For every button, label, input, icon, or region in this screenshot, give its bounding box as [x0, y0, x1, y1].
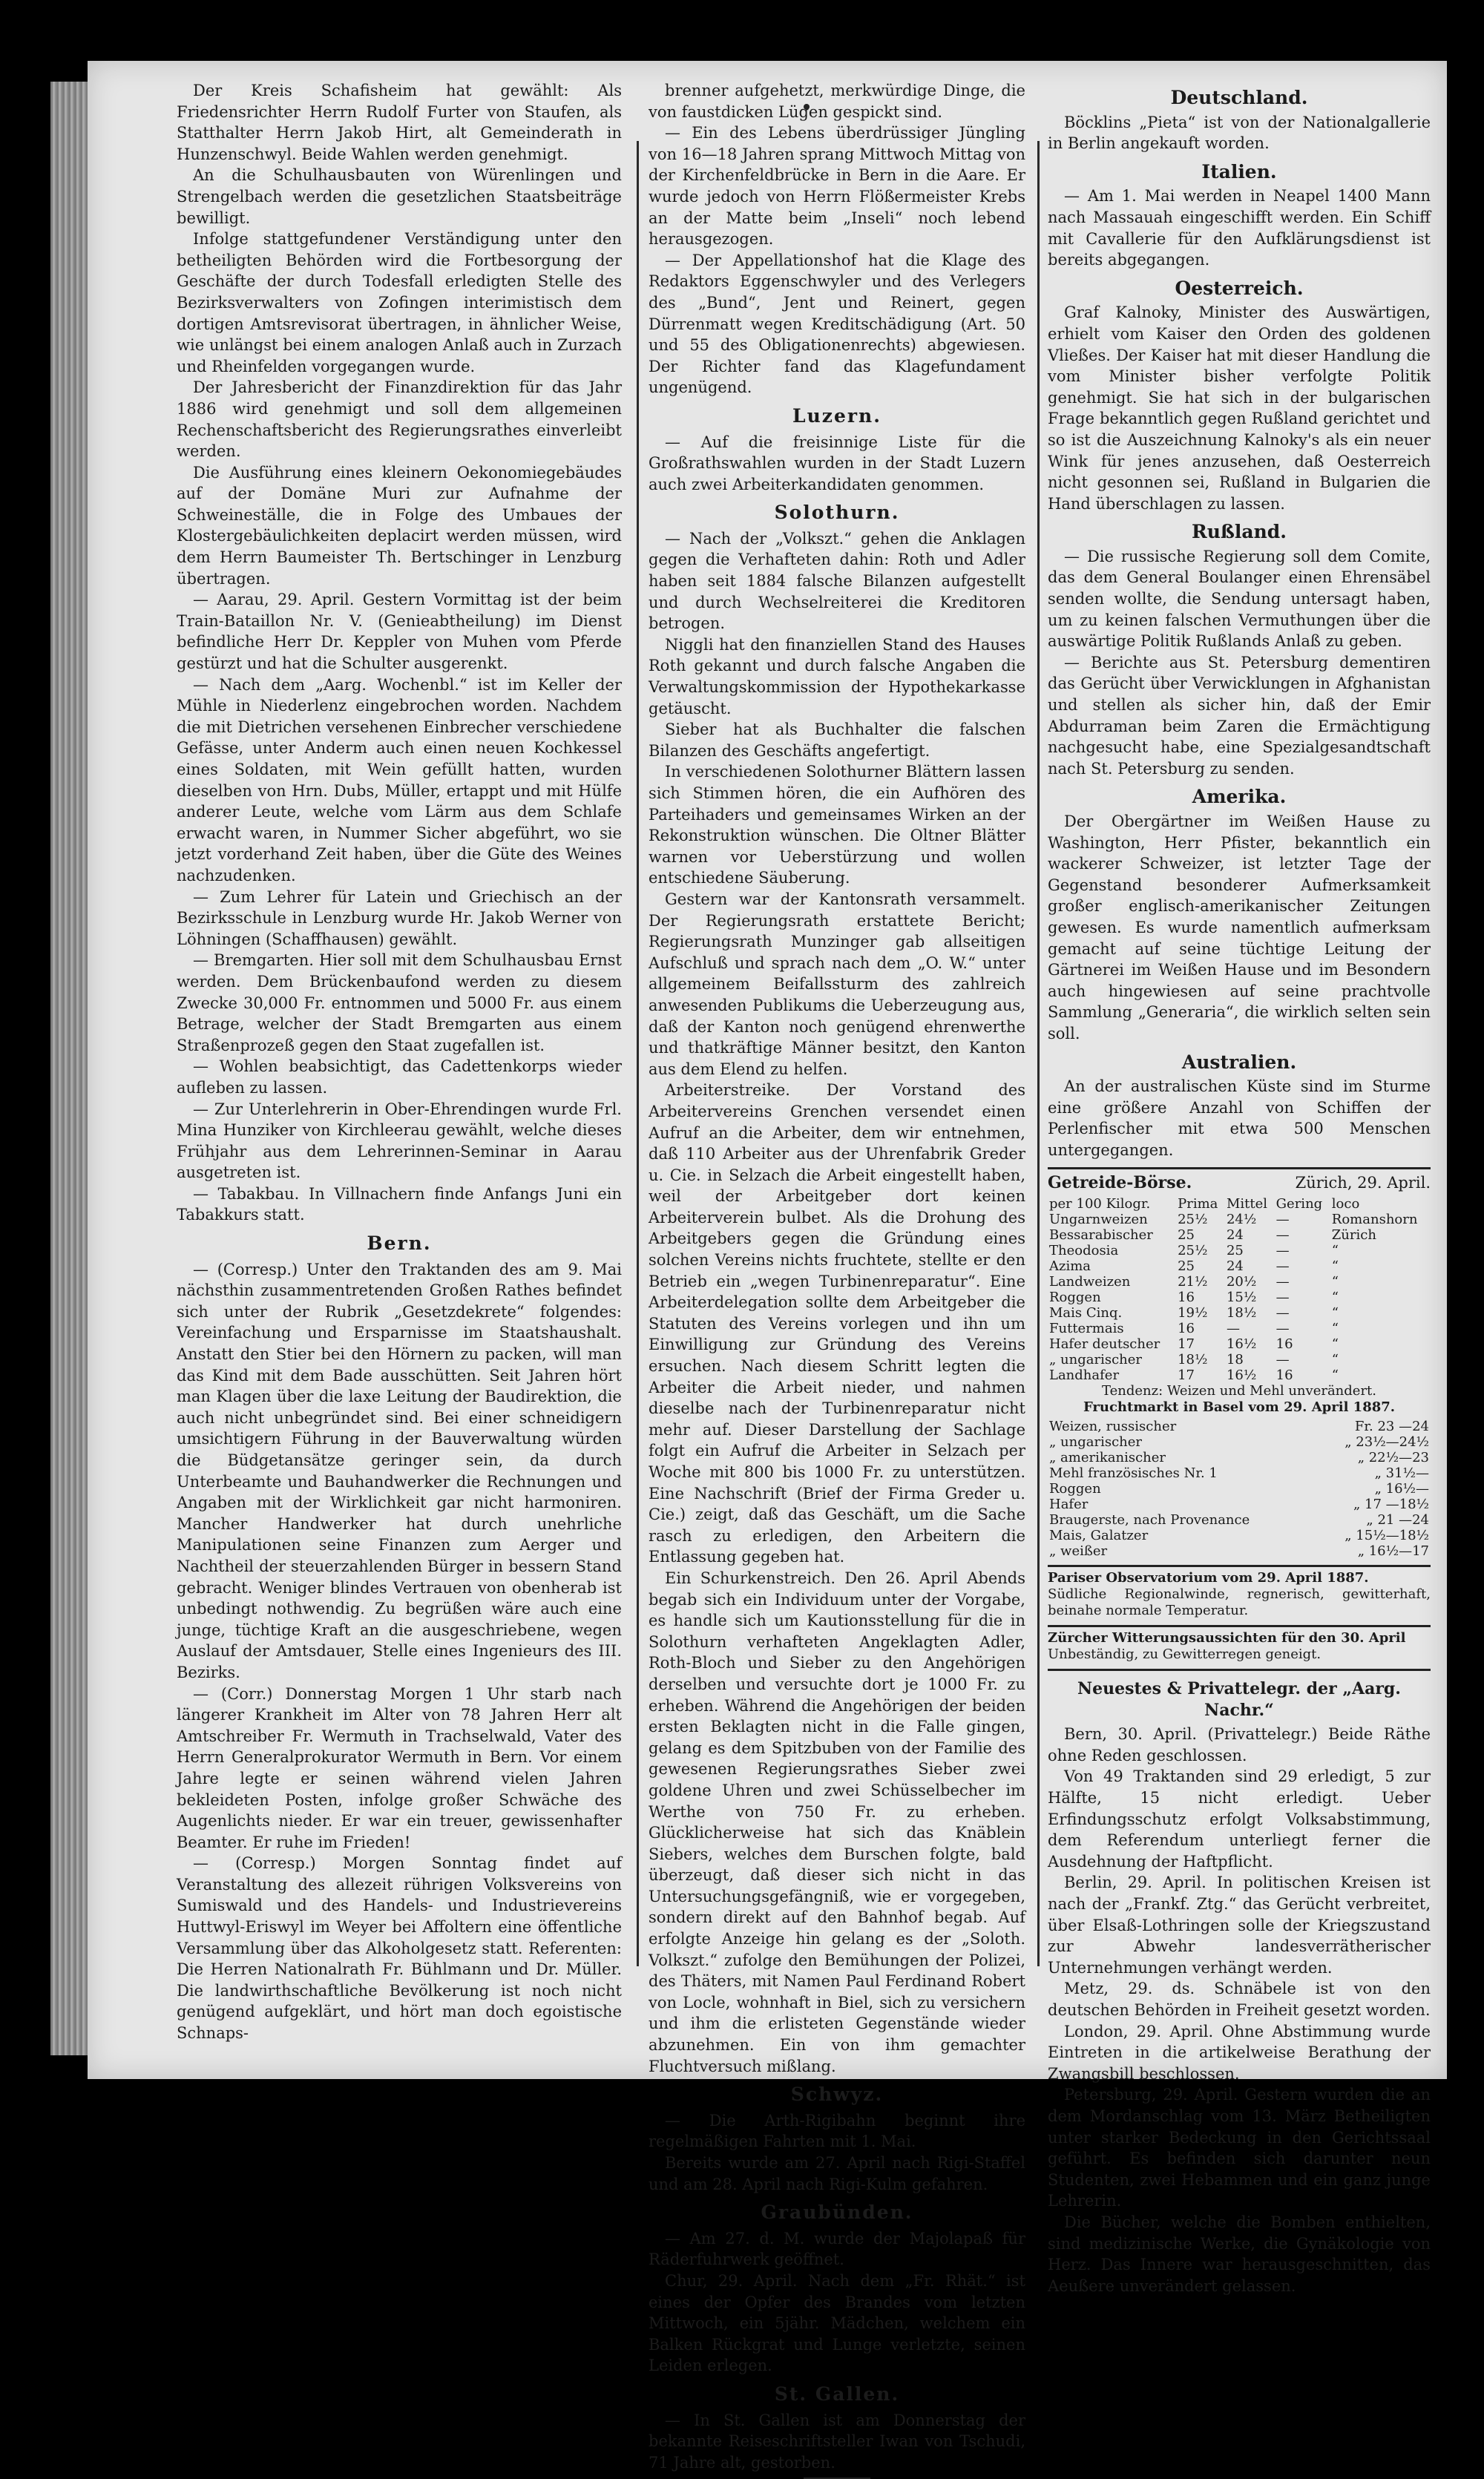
heading-st-gallen: St. Gallen. — [774, 2383, 900, 2405]
heading-oesterreich: Oesterreich. — [1175, 277, 1304, 299]
boerse-column-header: Gering — [1275, 1196, 1323, 1212]
paragraph: Der Obergärtner im Weißen Hause zu Washington, Herr Pfister, bekanntlich ein wackerer Schweizer, ist letzter Tage der Gegenstand besonderer Aufmerksamkeit großer englisch-amerikanischer Zeitungen gewesen. Es wurde namentlich aufmerksam gemacht auf seine tüchtige Leitung der Gärtnerei im Weißen Hause und im Besondern auch hingewiesen auf seine prachtvolle Sammlung „Generaria“, die wirklich selten sein soll. — [1048, 812, 1431, 1043]
table-cell: “ — [1331, 1258, 1339, 1275]
table-cell: 16½ — [1226, 1336, 1257, 1353]
paragraph: An die Schulhausbauten von Würenlingen und Strengelbach werden die gesetzlichen Staatsbeiträge bewilligt. — [177, 166, 622, 227]
table-cell: 25 — [1178, 1258, 1195, 1275]
solothurn-articles — [649, 528, 1025, 2077]
witterung-title: Zürcher Witterungsaussichten für den 30. April — [1048, 1630, 1406, 1646]
paragraph: Arbeiterstreike. Der Vorstand des Arbeitervereins Grenchen versendet einen Aufruf an die Arbeiter, dem wir entnehmen, daß 110 Arbeiter aus der Uhrenfabrik Greder u. Cie. in Selzach die Arbeit eingestellt haben, weil der Arbeitgeber dort keinen Arbeiterverein bulbet. Als die Drohung des Arbeitgebers gegen die Gründung eines solchen Vereins nichts fruchtete, stellte er den Betrieb ein „wegen Turbinenreparatur“. Eine Arbeiterdelegation sollte dem Arbeitgeber die Statuten des Vereins vorlegen und ihn um Einwilligung zur Gründung des Vereins ersuchen. Nach diesem Schritt legten die Arbeiter die Arbeit nieder, und nahmen dieselbe nach der Turbinenreparatur nicht mehr auf. Dieser Darstellung der Sachlage folgt ein Aufruf die Arbeiter in Selzach per Woche mit 800 bis 1000 Fr. zu unterstützen. Eine Nachschrift (Brief der Firma Greder u. Cie.) zeigt, daß das Geschäft, um die Sache rasch zu erledigen, den Arbeitern die Entlassung gegeben hat. — [649, 1081, 1025, 1566]
paragraph: — Am 1. Mai werden in Neapel 1400 Mann nach Massauah eingeschifft werden. Ein Schiff mit Cavallerie für den Aufklärungsdienst ist bereits abgegangen. — [1048, 187, 1431, 269]
paragraph: Bereits wurde am 27. April nach Rigi-Staffel und am 28. April nach Rigi-Kulm gefahren. — [649, 2154, 1025, 2193]
luzern-articles — [649, 432, 1025, 496]
schwyz-articles — [649, 2110, 1025, 2195]
table-cell: Ungarnweizen — [1049, 1212, 1148, 1228]
table-cell: Futtermais — [1049, 1321, 1124, 1337]
table-cell: 16 — [1275, 1336, 1293, 1353]
table-cell: Mehl französisches Nr. 1 — [1049, 1465, 1218, 1482]
paragraph: Metz, 29. ds. Schnäbele ist von den deutschen Behörden in Freiheit gesetzt worden. — [1048, 1980, 1431, 2019]
paragraph: Der Jahresbericht der Finanzdirektion für das Jahr 1886 wird genehmigt und soll dem allgemeinen Rechenschaftsbericht des Regierungsrathes einverleibt werden. — [177, 378, 622, 461]
telegramm-articles — [1048, 1724, 1431, 2296]
paragraph: Sieber hat als Buchhalter die falschen Bilanzen des Geschäfts angefertigt. — [649, 720, 1025, 760]
oesterreich-articles — [1048, 302, 1431, 514]
bern-continued — [649, 80, 1025, 398]
paragraph: London, 29. April. Ohne Abstimmung wurde Eintreten in die artikelweise Berathung der Zwangsbill beschlossen. — [1048, 2022, 1431, 2083]
table-cell: — — [1275, 1258, 1290, 1275]
table-cell: 25½ — [1178, 1212, 1208, 1228]
boerse-column-header: loco — [1331, 1196, 1360, 1212]
paragraph: Die Bücher, welche die Bomben enthielten, sind medizinische Werke, die Gynäkologie von Herz. Das Innere war herausgeschnitten, das Aeußere unverändert gelassen. — [1048, 2213, 1431, 2295]
table-cell: “ — [1331, 1305, 1339, 1321]
table-cell: „ ungarischer — [1049, 1352, 1143, 1368]
paragraph: — Tabakbau. In Villnachern finde Anfangs Juni ein Tabakkurs statt. — [177, 1184, 622, 1224]
paragraph: Der Kreis Schafisheim hat gewählt: Als Friedensrichter Herrn Rudolf Furter von Staufen, als Statthalter Herrn Jakob Hirt, alt Gemeinderath in Hunzenschwyl. Beide Wahlen werden genehmigt. — [177, 82, 622, 163]
amerika-articles — [1048, 811, 1431, 1045]
observatorium-text: Südliche Regionalwinde, regnerisch, gewitterhaft, beinahe normale Temperatur. — [1048, 1586, 1431, 1619]
table-cell: Azima — [1049, 1258, 1091, 1275]
boerse-tendenz: Tendenz: Weizen und Mehl unverändert. — [1101, 1383, 1377, 1399]
boerse-table — [1048, 1196, 1431, 1383]
table-cell: 15½ — [1226, 1290, 1257, 1306]
paragraph: — Am 27. d. M. wurde der Majolapaß für Räderfuhrwerk geöffnet. — [649, 2229, 1025, 2269]
paragraph: Niggli hat den finanziellen Stand des Hauses Roth gekannt und durch falsche Angaben die Verwaltungskommission der Hypothekarkasse getäuscht. — [649, 635, 1025, 718]
heading-bern: Bern. — [367, 1232, 432, 1255]
table-cell: Mais, Galatzer — [1049, 1528, 1149, 1544]
heading-schwyz: Schwyz. — [790, 2084, 884, 2106]
paragraph: Böcklins „Pieta“ ist von der Nationalgallerie in Berlin angekauft worden. — [1048, 113, 1431, 153]
book-binding-edge — [50, 82, 92, 2055]
table-row — [1048, 1543, 1431, 1559]
table-row — [1048, 1367, 1431, 1383]
table-cell: Braugerste, nach Provenance — [1049, 1512, 1250, 1529]
table-cell: „ 23½—24½ — [1345, 1434, 1429, 1451]
heading-amerika: Amerika. — [1192, 786, 1287, 808]
table-row — [1048, 1434, 1431, 1450]
table-cell: “ — [1331, 1274, 1339, 1290]
paragraph: Bern, 30. April. (Privattelegr.) Beide Räthe ohne Reden geschlossen. — [1048, 1725, 1431, 1764]
table-cell: „ 31½— — [1374, 1465, 1429, 1482]
column-rule — [1037, 141, 1040, 1966]
table-cell: „ 16½— — [1374, 1481, 1429, 1497]
section-rule — [1048, 1669, 1431, 1671]
table-cell: “ — [1331, 1321, 1339, 1337]
paragraph: Ein Schurkenstreich. Den 26. April Abends begab sich ein Individuum unter der Vorgabe, es handle sich um Kautionsstellung für die in Solothurn verhafteten Angeklagten Adler, Roth-Bloch und Sieber zu den Angehörigen derselben und versuchte dort je 1000 Fr. zu erheben. Während die Angehörigen der beiden ersten Beklagten nicht in die Falle gingen, gelang es dem Spitzbuben von der Familie des gewesenen Regierungsrathes Sieber zwei goldene Uhren und zwei Schüsselbecher im Werthe von 750 Fr. zu erheben. Glücklicherweise hat sich das Knäblein Siebers, welches dem Burschen folgte, bald überzeugt, daß dieser sich nicht in das Untersuchungsgefängniß, wie er vorgegeben, sondern direkt auf den Bahnhof begab. Auf erfolgte Anzeige hin gelang es der „Soloth. Volkszt.“ zufolge den Bemühungen der Polizei, des Thäters, mit Namen Paul Ferdinand Robert von Locle, wohnhaft in Biel, sich zu versichern und ihm die erlisteten Gegenstände wieder abzunehmen. Ein von ihm gemachter Fluchtversuch mißlang. — [649, 1569, 1025, 2075]
table-cell: 17 — [1178, 1367, 1195, 1384]
boerse-column-header: Mittel — [1226, 1196, 1268, 1212]
table-row — [1048, 1305, 1431, 1321]
table-cell: „ weißer — [1049, 1543, 1108, 1560]
table-row — [1048, 1465, 1431, 1481]
paragraph: — Wohlen beabsichtigt, das Cadettenkorps wieder aufleben zu lassen. — [177, 1057, 622, 1097]
table-cell: — — [1275, 1227, 1290, 1244]
paragraph: — Nach dem „Aarg. Wochenbl.“ ist im Keller der Mühle in Niederlenz eingebrochen worden. Nachdem die mit Dietrichen versehenen Einbrecher verschiedene Gefässe, unter Anderm auch einen neuen Kochkessel eines Soldaten, mit Wein gefüllt hatten, wurden dieselben von Hrn. Dubs, Müller, ertappt und mit Hülfe anderer Leute, welche vom Lärm aus dem Schlafe erwacht waren, in Nummer Sicher abgeführt, wo sie jetzt vorderhand Zeit haben, über die Güte des Weines nachzudenken. — [177, 675, 622, 884]
heading-graubuenden: Graubünden. — [761, 2201, 913, 2224]
paragraph: Berlin, 29. April. In politischen Kreisen ist nach der „Frankf. Ztg.“ das Gerücht verbreitet, über Elsaß-Lothringen solle der Kriegszustand zur Abwehr landesverrätherischer Unternehmungen verhängt werden. — [1048, 1874, 1431, 1977]
paragraph: Infolge stattgefundener Verständigung unter den betheiligten Behörden wird die Fortbesorgung der Geschäfte der durch Todesfall erledigten Stelle des Bezirksverwalters von Zofingen interimistisch dem dortigen Amtsrevisorat übertragen, in ähnlicher Weise, wie unlängst bei einem analogen Anlaß auch in Zurzach und Rheinfelden vorgegangen wurde. — [177, 230, 622, 375]
table-cell: — — [1275, 1305, 1290, 1321]
table-cell: 16½ — [1226, 1367, 1257, 1384]
paragraph: — Zur Unterlehrerin in Ober-Ehrendingen wurde Frl. Mina Hunziker von Kirchleerau gewählt, welche dieses Frühjahr aus dem Lehrerinnen-Seminar in Aarau ausgetreten ist. — [177, 1100, 622, 1182]
table-cell: Landweizen — [1049, 1274, 1131, 1290]
paragraph: — Bremgarten. Hier soll mit dem Schulhausbau Ernst werden. Dem Brückenbaufond werden zu diesem Zwecke 30,000 Fr. entnommen und 5000 Fr. aus einem Betrage, welcher der Stadt Bremgarten aus einem Straßenprozeß gegen den Staat zugefallen ist. — [177, 951, 622, 1054]
paragraph: Die Ausführung eines kleinern Oekonomiegebäudes auf der Domäne Muri zur Aufnahme der Schweineställe, die in Folge des Umbaues der Klostergebäulichkeiten deplacirt werden müssen, wird dem Herrn Baumeister Th. Bertschinger in Lenzburg übertragen. — [177, 463, 622, 588]
table-cell: Roggen — [1049, 1290, 1101, 1306]
paragraph: — Die Arth-Rigibahn beginnt ihre regelmäßigen Fahrten mit 1. Mai. — [649, 2111, 1025, 2151]
table-cell: 18½ — [1226, 1305, 1257, 1321]
table-cell: „ amerikanischer — [1049, 1450, 1166, 1466]
table-row — [1048, 1212, 1431, 1227]
table-cell: 25½ — [1178, 1243, 1208, 1259]
table-row — [1048, 1352, 1431, 1367]
paragraph: Gestern war der Kantonsrath versammelt. Der Regierungsrath erstattete Bericht; Regierungsrath Munzinger gab allseitigen Aufschluß und sprach nach dem „O. W.“ unter allgemeinem Beifallssturm des zahlreich anwesenden Publikums die Ueberzeugung aus, daß der Kanton noch genügend ehrenwerthe und thatkräftige Männer besitzt, den Kanton aus dem Elend zu helfen. — [649, 890, 1025, 1078]
heading-russland: Rußland. — [1191, 521, 1287, 543]
boerse-title: Getreide-Börse. — [1048, 1172, 1192, 1192]
table-row — [1048, 1450, 1431, 1465]
table-cell: „ ungarischer — [1049, 1434, 1143, 1451]
st-gallen-articles — [649, 2410, 1025, 2474]
table-row — [1048, 1528, 1431, 1543]
fruchtmarkt-table — [1048, 1419, 1431, 1559]
boerse-column-header: per 100 Kilogr. — [1049, 1196, 1151, 1212]
table-cell: “ — [1331, 1352, 1339, 1368]
heading-neuestes: Neuestes & Privattelegr. der „Aarg. Nachr.“ — [1077, 1679, 1401, 1720]
table-cell: 21½ — [1178, 1274, 1208, 1290]
table-row — [1048, 1227, 1431, 1243]
paragraph: — (Corresp.) Unter den Traktanden des am 9. Mai nächsthin zusammentretenden Großen Rathes befindet sich unter der Rubrik „Gesetzdekrete“ folgendes: Vereinfachung und Ersparnisse im Staatshaushalt. Anstatt den Stier bei den Hörnern zu packen, will man das Kind mit dem Bade ausschütten. Seit Jahren hört man Klagen über die laxe Leitung der Baudirektion, die auch nicht unbegründet sind. Bei einer schneidigern umsichtigern Führung in der Bauverwaltung würden die Büdgetansätze geringer sein, da durch Unterbeamte und Bauhandwerker die Rechnungen und Angaben mit der Wirklichkeit gar nicht harmoniren. Mancher Handwerker hat durch unehrliche Manipulationen seine Finanzen zum Aerger und Nachtheil der steuerzahlenden Bürger in bessern Stand gebracht. Weniger blindes Vertrauen von obenherab ist unbedingt nothwendig. Zu begrüßen wäre auch eine junge, tüchtige Kraft an die ausgeschriebene, wegen Auslauf der Amtsdauer, Stelle eines Ingenieurs des III. Bezirks. — [177, 1260, 622, 1681]
boerse-place: Zürich, 29. April. — [1295, 1173, 1431, 1192]
table-row — [1048, 1274, 1431, 1290]
table-row — [1048, 1258, 1431, 1274]
italien-articles — [1048, 185, 1431, 270]
australien-articles — [1048, 1076, 1431, 1160]
table-cell: „ 16½—17 — [1357, 1543, 1429, 1560]
table-row — [1048, 1243, 1431, 1258]
boerse-column-header: Prima — [1178, 1196, 1218, 1212]
paragraph: In verschiedenen Solothurner Blättern lassen sich Stimmen hören, die ein Aufhören des Parteihaders und gemeinsames Wirken an der Rekonstruktion wünschen. Die Oltner Blätter warnen vor Ueberstürzung und wollen entschiedene Säuberung. — [649, 763, 1025, 887]
table-cell: „ 21 —24 — [1366, 1512, 1429, 1529]
boerse-header — [1048, 1172, 1431, 1194]
paragraph: An der australischen Küste sind im Sturme eine größere Anzahl von Schiffen der Perlenfischer mit etwa 500 Menschen untergegangen. — [1048, 1077, 1431, 1159]
table-cell: Theodosia — [1049, 1243, 1119, 1259]
table-cell: Mais Cinq. — [1049, 1305, 1123, 1321]
table-cell: — — [1275, 1274, 1290, 1290]
heading-solothurn: Solothurn. — [774, 502, 900, 524]
table-row — [1048, 1497, 1431, 1512]
table-cell: Fr. 23 —24 — [1354, 1419, 1429, 1435]
table-cell: Hafer — [1049, 1497, 1089, 1513]
observatorium-title: Pariser Observatorium vom 29. April 1887. — [1048, 1570, 1369, 1586]
heading-deutschland: Deutschland. — [1170, 87, 1308, 108]
table-cell: „ 15½—18½ — [1345, 1528, 1429, 1544]
bern-articles — [177, 1259, 622, 2044]
witterung-text: Unbeständig, zu Gewitterregen geneigt. — [1048, 1646, 1322, 1663]
table-cell: 25 — [1178, 1227, 1195, 1244]
table-cell: 25 — [1226, 1243, 1244, 1259]
table-row — [1048, 1512, 1431, 1528]
table-cell: Roggen — [1049, 1481, 1101, 1497]
table-cell: — — [1275, 1243, 1290, 1259]
table-cell: “ — [1331, 1290, 1339, 1306]
table-cell: 20½ — [1226, 1274, 1257, 1290]
russland-articles — [1048, 546, 1431, 780]
table-row — [1048, 1481, 1431, 1497]
table-cell: Bessarabischer — [1049, 1227, 1153, 1244]
table-cell: Zürich — [1331, 1227, 1376, 1244]
paragraph: — Nach der „Volkszt.“ gehen die Anklagen gegen die Verhafteten dahin: Roth und Adler haben seit 1884 falsche Bilanzen aufgestellt und durch Wechselreiterei die Kreditoren betrogen. — [649, 529, 1025, 633]
table-cell: 18 — [1226, 1352, 1244, 1368]
table-cell: 17 — [1178, 1336, 1195, 1353]
table-cell: “ — [1331, 1243, 1339, 1259]
table-cell: Landhafer — [1049, 1367, 1120, 1384]
table-cell: “ — [1331, 1336, 1339, 1353]
table-row — [1048, 1321, 1431, 1336]
table-cell: — — [1275, 1352, 1290, 1368]
paragraph: brenner aufgehetzt, merkwürdige Dinge, die von faustdicken Lügen gespickt sind. — [649, 82, 1025, 121]
column-rule — [637, 141, 639, 1966]
paragraph: — (Corresp.) Morgen Sonntag findet auf Veranstaltung des allezeit rührigen Volksvereins von Sumiswald und des Handels- und Industrievereins Huttwyl-Eriswyl im Weyer bei Affoltern eine öffentliche Versammlung über das Alkoholgesetz statt. Referenten: Die Herren Nationalrath Fr. Bühlmann und Dr. Müller. Die landwirthschaftliche Bevölkerung ist noch nicht genügend aufgeklärt, und hört man doch egoistische Schnaps- — [177, 1854, 622, 2043]
table-row — [1048, 1290, 1431, 1305]
paragraph: — (Corr.) Donnerstag Morgen 1 Uhr starb nach längerer Krankheit im Alter von 78 Jahren Herr alt Amtschreiber Fr. Wermuth in Trachselwald, Vater des Herrn Generalprokurator Wermuth in Bern. Vor einem Jahre legte er seinen während vielen Jahren bekleideten Posten, infolge großer Schwäche des Augenlichts nieder. Er war ein treuer, gewissenhafter Beamter. Er ruhe im Frieden! — [177, 1684, 622, 1851]
heading-luzern: Luzern. — [792, 404, 881, 427]
paragraph: Chur, 29. April. Nach dem „Fr. Rhät.“ ist eines der Opfer des Brandes vom letzten Mittwoch, ein 5jähr. Mädchen, welchem ein Balken Rückgrat und Lunge verletzte, seinen Leiden erlegen. — [649, 2271, 1025, 2375]
table-cell: — — [1275, 1290, 1290, 1306]
table-cell: — — [1226, 1321, 1240, 1337]
table-cell: — — [1275, 1212, 1290, 1228]
paragraph: — In St. Gallen ist am Donnerstag der bekannte Reiseschriftsteller Iwan von Tschudi, 71 Jahre alt, gestorben. — [649, 2411, 1025, 2472]
column-3 — [1048, 80, 1431, 2296]
table-cell: — — [1275, 1321, 1290, 1337]
section-rule — [1048, 1565, 1431, 1567]
heading-australien: Australien. — [1181, 1051, 1297, 1073]
table-cell: Weizen, russischer — [1049, 1419, 1177, 1435]
table-cell: 16 — [1178, 1290, 1195, 1306]
table-row — [1048, 1336, 1431, 1352]
table-cell: 24 — [1226, 1258, 1244, 1275]
paragraph: — Auf die freisinnige Liste für die Großrathswahlen wurden in der Stadt Luzern auch zwei Arbeiterkandidaten genommen. — [649, 433, 1025, 493]
table-cell: „ 22½—23 — [1357, 1450, 1429, 1466]
paragraph: Von 49 Traktanden sind 29 erledigt, 5 zur Hälfte, 15 nicht erledigt. Ueber Erfindungsschutz erfolgt Volksabstimmung, dem Referendum unterliegt ferner die Ausdehnung der Haftpflicht. — [1048, 1767, 1431, 1871]
paragraph: — Berichte aus St. Petersburg dementiren das Gerücht über Verwicklungen in Afghanistan und stellen als sicher hin, daß der Emir Abdurraman beim Zaren die Ermächtigung nachgesucht habe, eine Spezialgesandtschaft nach St. Petersburg zu senden. — [1048, 653, 1431, 778]
paragraph: Petersburg, 29. April. Gestern wurden die an dem Mordanschlag vom 13. März Betheiligten unter starker Bedeckung in den Gerichtssaal geführt. Es befinden sich darunter neun Studenten, zwei Hebammen und ein ganz junge Lehrerin. — [1048, 2086, 1431, 2210]
heading-italien: Italien. — [1201, 160, 1277, 183]
table-cell: 19½ — [1178, 1305, 1208, 1321]
table-cell: 16 — [1275, 1367, 1293, 1384]
paragraph: — Aarau, 29. April. Gestern Vormittag ist der beim Train-Bataillon Nr. V. (Genieabtheilung) im Dienst befindliche Herr Dr. Keppler von Muhen vom Pferde gestürzt und hat die Schulter ausgerenkt. — [177, 591, 622, 673]
paragraph: — Die russische Regierung soll dem Comite, das dem General Boulanger einen Ehrensäbel senden wollte, die Sendung untersagt haben, um zu keinen falschen Vermuthungen über die auswärtige Politik Rußlands Anlaß zu geben. — [1048, 547, 1431, 651]
table-cell: 16 — [1178, 1321, 1195, 1337]
deutschland-articles — [1048, 112, 1431, 154]
section-rule — [1048, 1625, 1431, 1627]
aargau-articles — [177, 80, 622, 1226]
table-row — [1048, 1419, 1431, 1434]
paragraph: — Der Appellationshof hat die Klage des Redaktors Eggenschwyler und des Verlegers des „Bund“, Jent und Reinert, gegen Dürrenmatt wegen Kreditschädigung (Art. 50 und 55 des Obligationenrechts) abgewiesen. Der Richter fand das Klagefundament ungenügend. — [649, 251, 1025, 397]
column-2 — [649, 80, 1025, 2479]
table-cell: 24½ — [1226, 1212, 1257, 1228]
graubuenden-articles — [649, 2228, 1025, 2377]
table-cell: 24 — [1226, 1227, 1244, 1244]
table-cell: Romanshorn — [1331, 1212, 1418, 1228]
table-cell: 18½ — [1178, 1352, 1208, 1368]
table-cell: “ — [1331, 1367, 1339, 1384]
table-cell: „ 17 —18½ — [1353, 1497, 1429, 1513]
column-1 — [177, 80, 622, 2044]
table-cell: Hafer deutscher — [1049, 1336, 1160, 1353]
paragraph: — Ein des Lebens überdrüssiger Jüngling von 16—18 Jahren sprang Mittwoch Mittag von der Kirchenfeldbrücke in Bern in die Aare. Er wurde jedoch von Herrn Flößermeister Krebs an der Matte beim „Inseli“ noch lebend herausgezogen. — [649, 124, 1025, 249]
fruchtmarkt-title: Fruchtmarkt in Basel vom 29. April 1887. — [1083, 1399, 1396, 1416]
paragraph: Graf Kalnoky, Minister des Auswärtigen, erhielt vom Kaiser den Orden des goldenen Vließes. Der Kaiser hat mit dieser Handlung die vom Minister bisher verfolgte Politik genehmigt. Sie hat sich in der bulgarischen Frage bekanntlich gegen Rußland gerichtet und so ist die Auszeichnung Kalnoky's als ein neuer Wink für jenes anzusehen, daß Oesterreich nicht gesonnen sei, Rußland in Bulgarien die Hand überschlagen zu lassen. — [1048, 303, 1431, 513]
section-rule — [1048, 1167, 1431, 1169]
paragraph: — Zum Lehrer für Latein und Griechisch an der Bezirksschule in Lenzburg wurde Hr. Jakob Werner von Löhningen (Schaffhausen) gewählt. — [177, 887, 622, 948]
